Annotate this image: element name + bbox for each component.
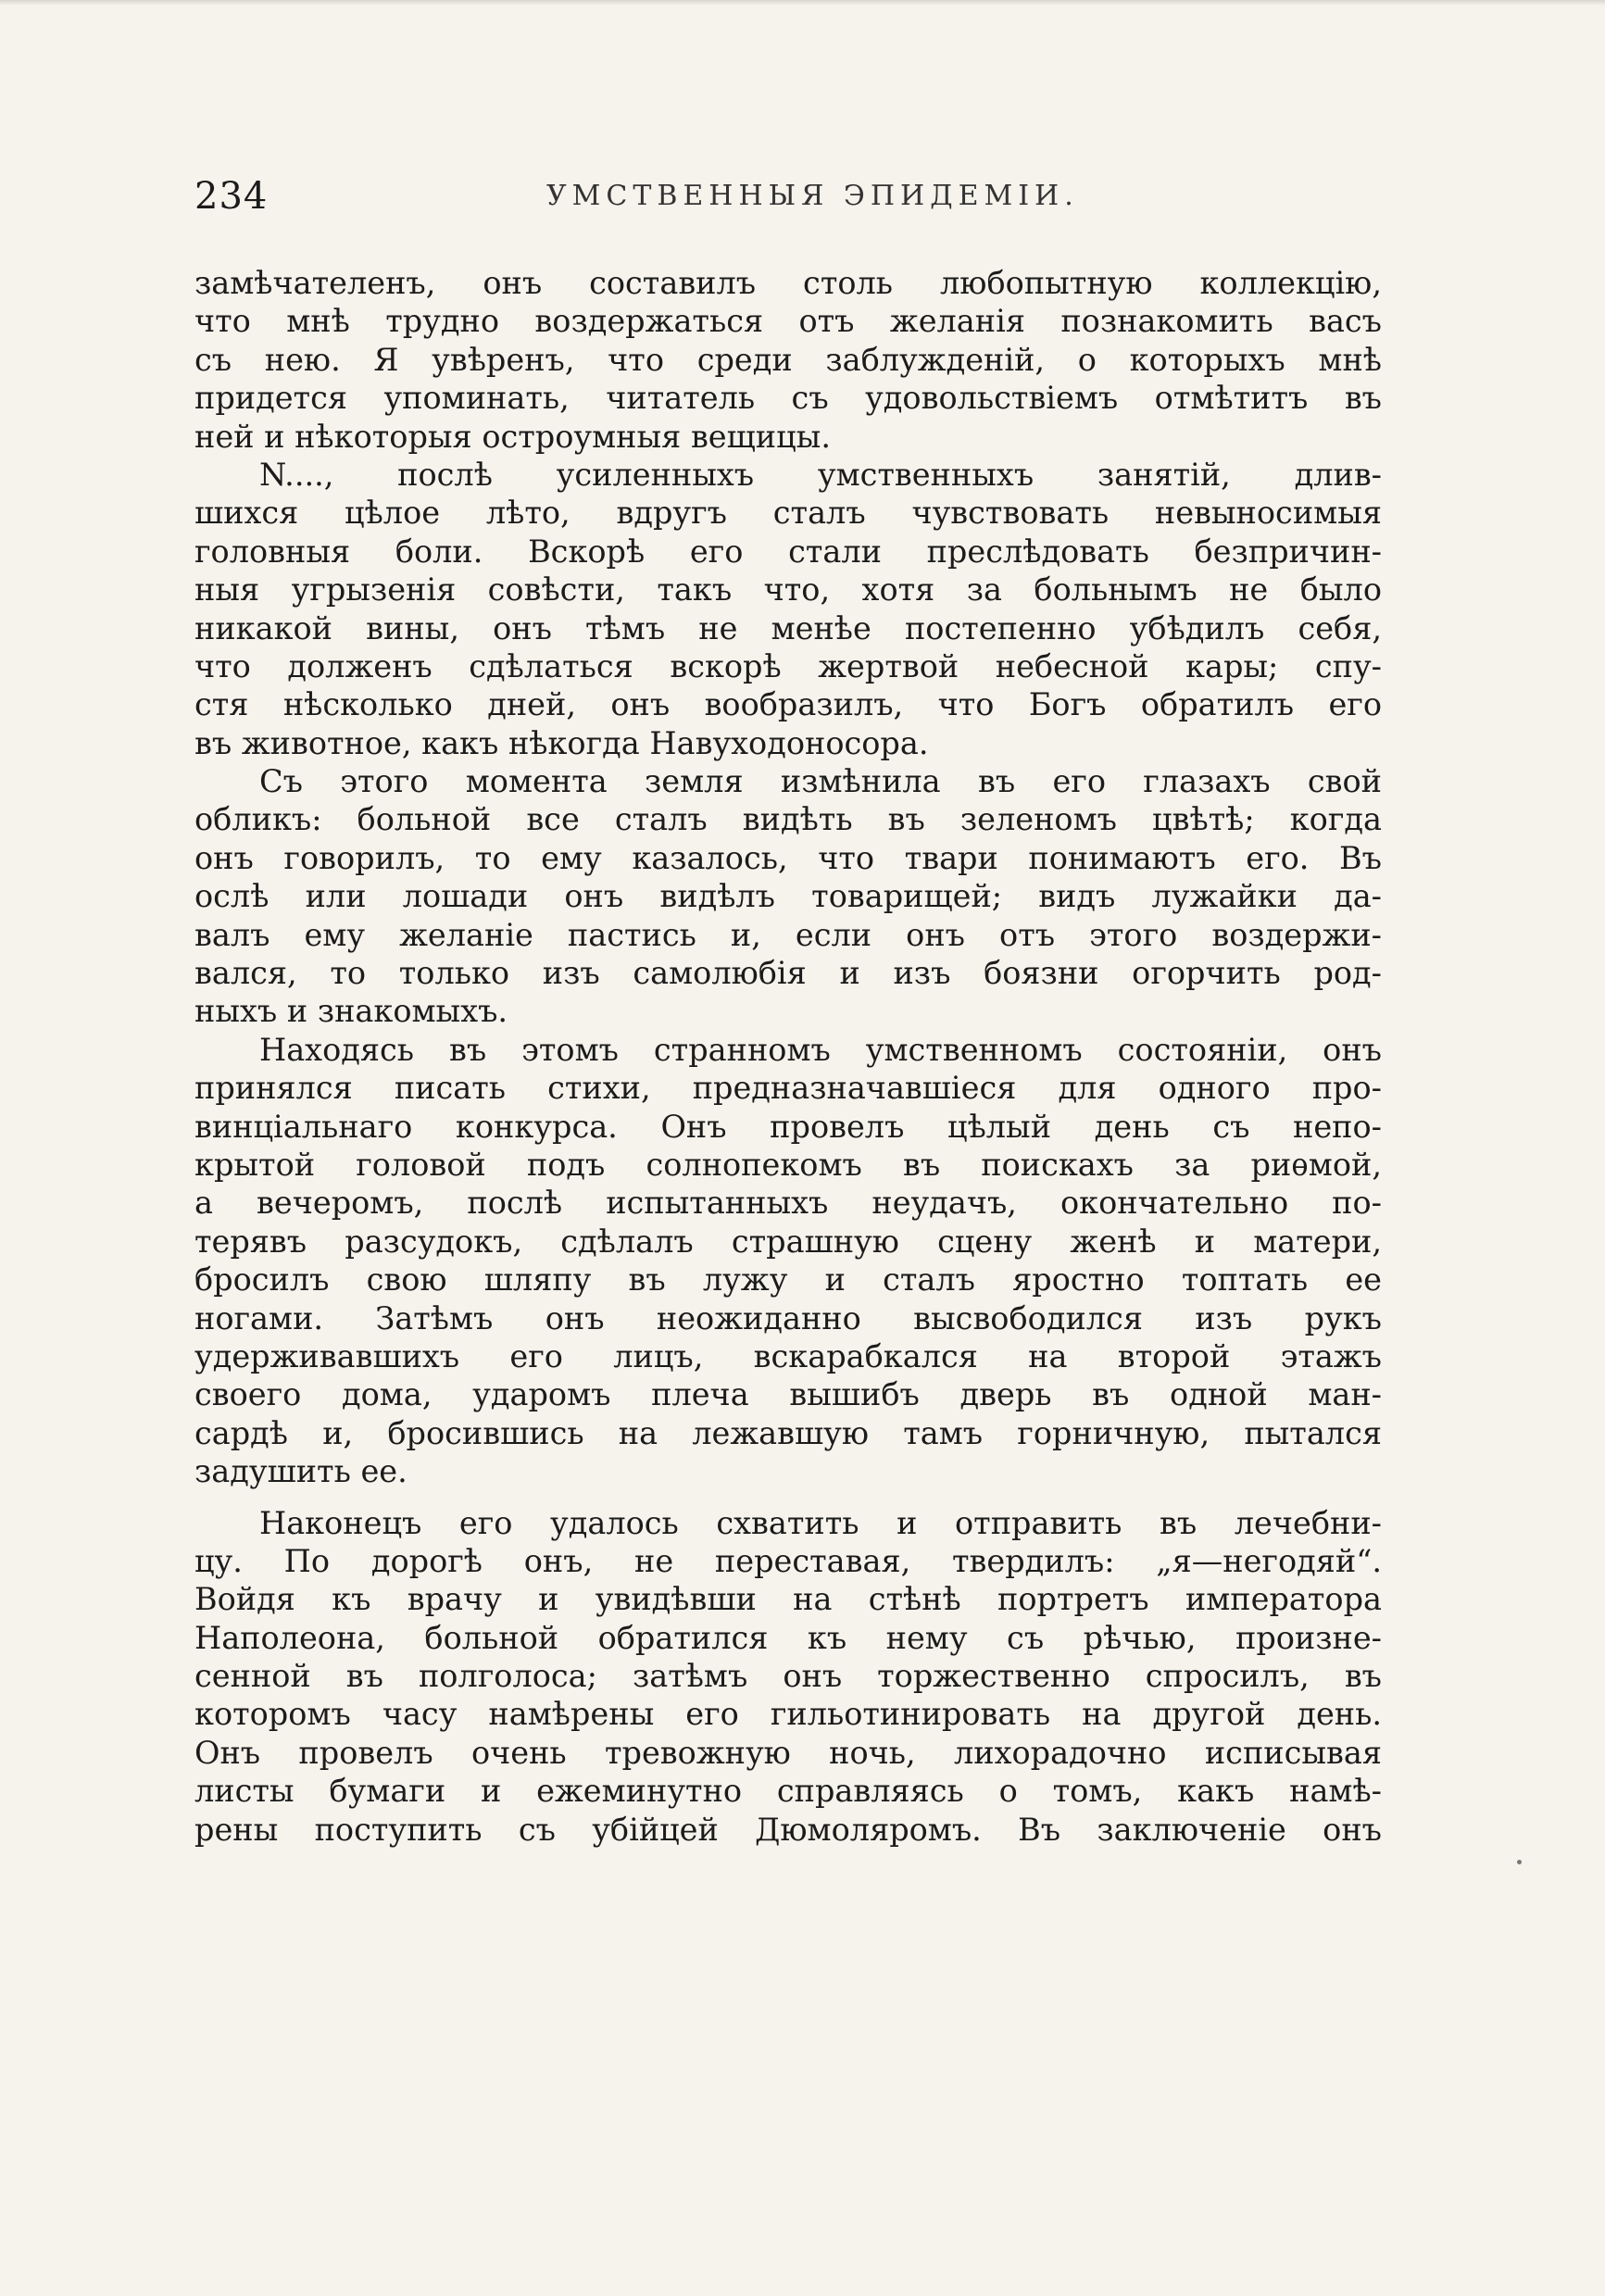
text-line: N...., послѣ усиленныхъ умственныхъ занятій, длив- [259,456,1382,493]
text-line: ныхъ и знакомыхъ. [194,993,508,1030]
text-line: Наполеона, больной обратился къ нему съ рѣчью, произне- [194,1619,1382,1656]
text-line: обликъ: больной все сталъ видѣть въ зеленомъ цвѣтѣ; когда [194,801,1382,838]
text-line: бросилъ свою шляпу въ лужу и сталъ яростно топтать ее [194,1261,1382,1299]
text-line: съ нею. Я увѣренъ, что среди заблужденій, о которыхъ мнѣ [194,341,1382,378]
text-line: Наконецъ его удалось схватить и отправить въ лечебни- [259,1504,1382,1541]
text-line: Онъ провелъ очень тревожную ночь, лихорадочно исписывая [194,1734,1382,1771]
text-line: вался, то только изъ самолюбія и изъ боязни огорчить род- [194,955,1382,992]
paragraph [194,456,1382,762]
paragraph [194,264,1382,456]
text-line: ней и нѣкоторыя остроумныя вещицы. [194,418,831,455]
body-text [194,264,1382,1849]
paragraph-gap [194,1491,1382,1504]
text-line: терявъ разсудокъ, сдѣлалъ страшную сцену женѣ и матери, [194,1223,1382,1260]
paragraph [194,1504,1382,1850]
text-line: что долженъ сдѣлаться вскорѣ жертвой небесной кары; спу- [194,647,1382,684]
text-line: цу. По дорогѣ онъ, не переставая, твердилъ: „я—негодяй“. [194,1542,1382,1579]
text-line: стя нѣсколько дней, онъ вообразилъ, что Богъ обратилъ его [194,686,1382,723]
page-number: 234 [194,175,269,218]
text-line: винціальнаго конкурса. Онъ провелъ цѣлый день съ непо- [194,1108,1382,1145]
text-line: листы бумаги и ежеминутно справляясь о томъ, какъ намѣ- [194,1773,1382,1810]
page-edge-shadow [0,0,1605,6]
paper-speck [1517,1860,1522,1864]
text-line: ногами. Затѣмъ онъ неожиданно высвободился изъ рукъ [194,1299,1382,1336]
text-line: которомъ часу намѣрены его гильотинировать на другой день. [194,1696,1382,1733]
text-line: валъ ему желаніе пастись и, если онъ отъ этого воздержи- [194,916,1382,953]
text-line: въ животное, какъ нѣкогда Навуходоносора. [194,724,929,761]
text-line: принялся писать стихи, предназначавшіеся для одного про- [194,1070,1382,1107]
running-title: УМСТВЕННЫЯ ЭПИДЕМІИ. [546,180,1079,212]
text-line: Войдя къ врачу и увидѣвши на стѣнѣ портретъ императора [194,1581,1382,1618]
text-line: что мнѣ трудно воздержаться отъ желанія познакомить васъ [194,303,1382,340]
text-line: ныя угрызенія совѣсти, такъ что, хотя за больнымъ не было [194,571,1382,609]
text-line: онъ говорилъ, то ему казалось, что твари понимаютъ его. Въ [194,839,1382,876]
text-line: головныя боли. Вскорѣ его стали преслѣдовать безпричин- [194,533,1382,570]
text-line: рены поступить съ убійцей Дюмоляромъ. Въ заключеніе онъ [194,1811,1382,1848]
page-header [194,172,1389,220]
text-line: сардѣ и, бросившись на лежавшую тамъ горничную, пытался [194,1414,1382,1451]
text-line: крытой головой подъ солнопекомъ въ поискахъ за риѳмой, [194,1146,1382,1183]
text-line: придется упоминать, читатель съ удовольствіемъ отмѣтитъ въ [194,380,1382,417]
text-line: никакой вины, онъ тѣмъ не менѣе постепенно убѣдилъ себя, [194,609,1382,646]
text-line: ослѣ или лошади онъ видѣлъ товарищей; видъ лужайки да- [194,878,1382,915]
text-line: своего дома, ударомъ плеча вышибъ дверь въ одной ман- [194,1376,1382,1413]
text-line: замѣчателенъ, онъ составилъ столь любопытную коллекцію, [194,265,1382,301]
text-line: Съ этого момента земля измѣнила въ его глазахъ свой [259,763,1382,800]
paragraph [194,762,1382,1031]
text-line: удерживавшихъ его лицъ, вскарабкался на второй этажъ [194,1337,1382,1374]
text-line: задушить ее. [194,1453,408,1490]
text-line: шихся цѣлое лѣто, вдругъ сталъ чувствовать невыносимыя [194,495,1382,532]
text-line: Находясь въ этомъ странномъ умственномъ состояніи, онъ [259,1031,1382,1068]
text-line: а вечеромъ, послѣ испытанныхъ неудачъ, окончательно по- [194,1185,1382,1222]
text-line: сенной въ полголоса; затѣмъ онъ торжественно спросилъ, въ [194,1658,1382,1695]
paragraph [194,1031,1382,1491]
